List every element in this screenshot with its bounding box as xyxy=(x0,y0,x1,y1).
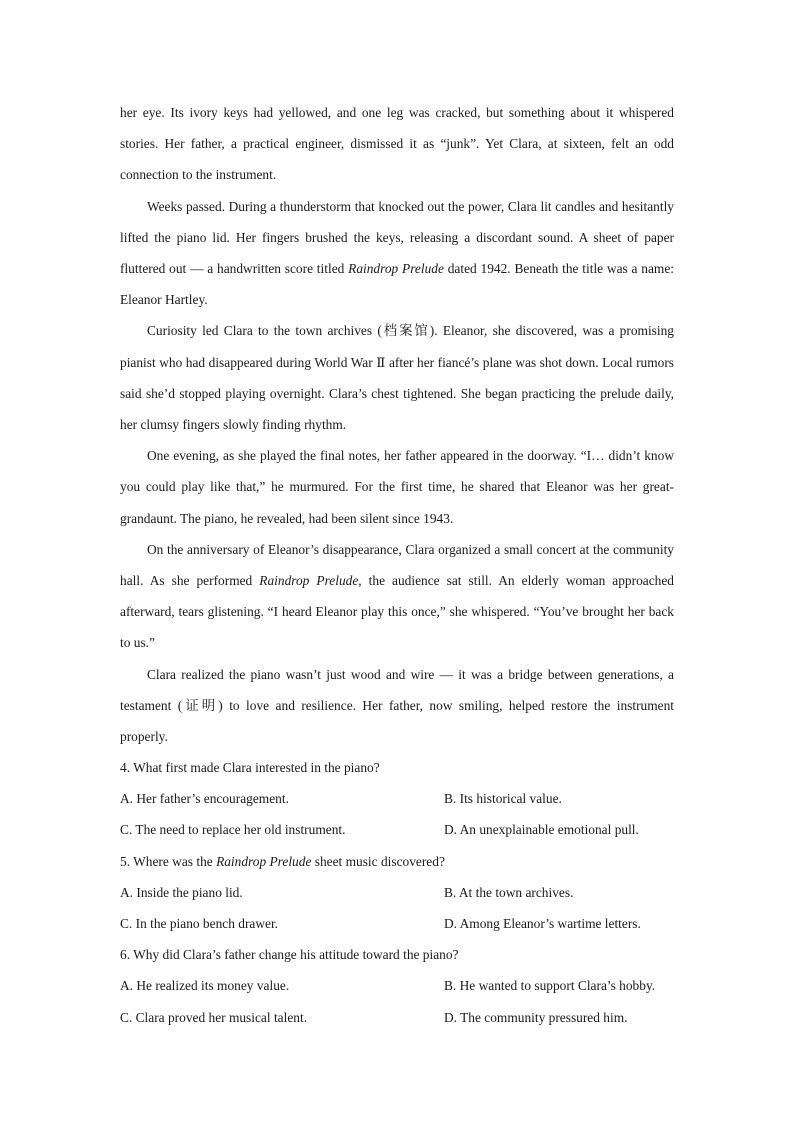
option-a: A. Her father’s encouragement. xyxy=(120,791,289,807)
option-row xyxy=(120,814,674,845)
passage-paragraph-6: Clara realized the piano wasn’t just wood and wire — it was a bridge between generations, a testament (证明) to love and resilience. Her father, now smiling, helped restore the instrument properly. xyxy=(120,666,674,745)
option-b: B. He wanted to support Clara’s hobby. xyxy=(444,978,656,994)
score-title: Raindrop Prelude xyxy=(216,853,312,869)
option-c: C. The need to replace her old instrument. xyxy=(120,822,346,838)
option-d: D. Among Eleanor’s wartime letters. xyxy=(444,916,641,932)
option-b: B. At the town archives. xyxy=(444,884,574,900)
passage-paragraph-4: One evening, as she played the final notes, her father appeared in the doorway. “I… didn’t know you could play like that,” he murmured. For the first time, he shared that Eleanor was her great-grandaunt. The piano, he revealed, had been silent since 1943. xyxy=(120,448,674,526)
option-row xyxy=(120,908,674,939)
option-row xyxy=(120,1002,674,1033)
option-b: B. Its historical value. xyxy=(444,791,562,807)
reading-passage xyxy=(120,97,674,752)
passage-paragraph-1: her eye. Its ivory keys had yellowed, and one leg was cracked, but something about it whispered stories. Her father, a practical engineer, dismissed it as “junk”. Yet Clara, at sixteen, felt an odd connection to the instrument. xyxy=(120,105,674,183)
option-row xyxy=(120,970,674,1001)
question-6 xyxy=(120,939,674,1033)
passage-paragraph-2 xyxy=(120,191,674,316)
score-title: Raindrop Prelude xyxy=(348,261,444,277)
question-stem xyxy=(120,846,674,877)
option-a: A. He realized its money value. xyxy=(120,978,290,994)
option-a: A. Inside the piano lid. xyxy=(120,884,243,900)
score-title: Raindrop Prelude xyxy=(259,573,359,589)
question-stem: 4. What first made Clara interested in the piano? xyxy=(120,760,380,775)
option-row xyxy=(120,877,674,908)
passage-paragraph-5 xyxy=(120,534,674,659)
question-stem: 6. Why did Clara’s father change his attitude toward the piano? xyxy=(120,947,459,963)
question-stem-text: 5. Where was the xyxy=(120,853,217,869)
question-5 xyxy=(120,846,674,940)
passage-text: , the audience sat still. An elderly woman approached afterward, tears glistening. “I heard Eleanor play this once,” she whispered. “You’ve brought her back to us.” xyxy=(120,573,674,651)
question-stem-text: sheet music discovered? xyxy=(311,853,445,869)
passage-paragraph-3: Curiosity led Clara to the town archives (档案馆). Eleanor, she discovered, was a promising pianist who had disappeared during World War Ⅱ after her fiancé’s plane was shot down. Local rumors said she’d stopped playing overnight. Clara’s chest tightened. She began practicing the prelude daily, her clumsy fingers slowly finding rhythm. xyxy=(120,323,674,433)
option-d: D. The community pressured him. xyxy=(444,1009,628,1025)
question-4 xyxy=(120,752,674,846)
question-list xyxy=(120,752,674,1033)
option-c: C. In the piano bench drawer. xyxy=(120,916,279,932)
option-row xyxy=(120,783,674,814)
option-c: C. Clara proved her musical talent. xyxy=(120,1009,308,1025)
passage-text: Weeks passed. During a thunderstorm that knocked out the power, Clara lit candles and hesitantly lifted the piano lid. Her fingers brushed the keys, releasing a discordant sound. A sheet of paper fluttered out — a handwritten score titled xyxy=(120,198,674,277)
option-d: D. An unexplainable emotional pull. xyxy=(444,822,639,838)
passage-text: dated 1942. Beneath the title was a name: Eleanor Hartley. xyxy=(120,261,674,308)
passage-text: On the anniversary of Eleanor’s disappearance, Clara organized a small concert at the community hall. As she performed xyxy=(120,541,674,589)
